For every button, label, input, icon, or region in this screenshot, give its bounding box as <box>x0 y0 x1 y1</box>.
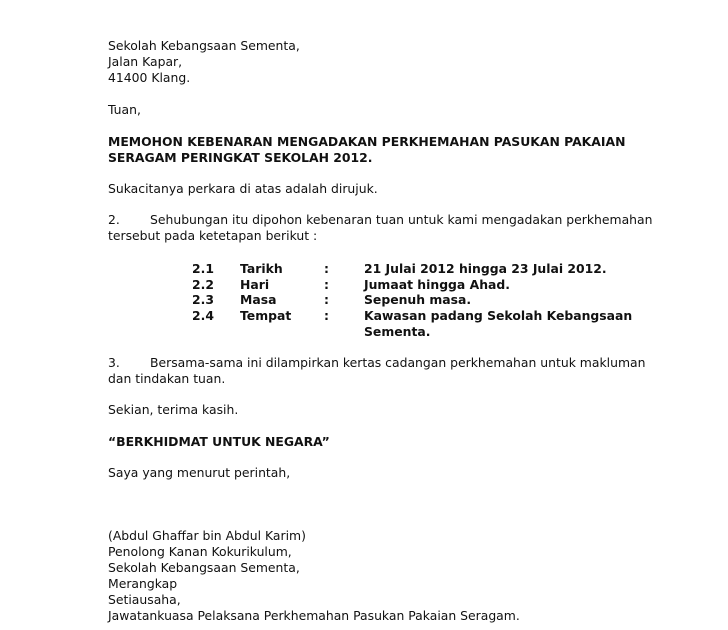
detail-label: Tempat <box>240 308 292 323</box>
paragraph-2-number: 2. <box>108 212 120 227</box>
detail-colon: : <box>324 292 329 307</box>
signatory-name: (Abdul Ghaffar bin Abdul Karim) <box>108 528 306 543</box>
paragraph-3-line-2: dan tindakan tuan. <box>108 371 226 386</box>
reference-text: Sukacitanya perkara di atas adalah dirujuk. <box>108 181 378 196</box>
paragraph-3-line-1-text: Bersama-sama ini dilampirkan kertas cadangan perkhemahan untuk makluman <box>150 355 646 370</box>
paragraph-3-number: 3. <box>108 355 120 370</box>
paragraph-2-line-1-text: Sehubungan itu dipohon kebenaran tuan untuk kami mengadakan perkhemahan <box>150 212 653 227</box>
signature-block <box>108 528 628 624</box>
detail-number: 2.3 <box>192 292 214 307</box>
detail-colon: : <box>324 308 329 323</box>
detail-value: Sepenuh masa. <box>364 292 472 307</box>
salutation-text: Tuan, <box>108 102 141 117</box>
address-line-1: Sekolah Kebangsaan Sementa, <box>108 38 300 53</box>
address-line-3: 41400 Klang. <box>108 70 191 85</box>
detail-colon: : <box>324 261 329 276</box>
detail-label: Tarikh <box>240 261 283 276</box>
sign-off-text: Saya yang menurut perintah, <box>108 465 291 480</box>
paragraph-2 <box>108 212 653 244</box>
subject-line-1: MEMOHON KEBENARAN MENGADAKAN PERKHEMAHAN PASUKAN PAKAIAN <box>108 134 626 149</box>
detail-value: 21 Julai 2012 hingga 23 Julai 2012. <box>364 261 607 276</box>
sign-off <box>108 465 628 481</box>
paragraph-2-line-2: tersebut pada ketetapan berikut : <box>108 228 318 243</box>
motto-text: “BERKHIDMAT UNTUK NEGARA” <box>108 434 330 449</box>
detail-value: Kawasan padang Sekolah Kebangsaan <box>364 308 633 323</box>
signatory-school: Sekolah Kebangsaan Sementa, <box>108 560 300 575</box>
detail-label: Hari <box>240 277 270 292</box>
detail-number: 2.2 <box>192 277 214 292</box>
subject-line-2: SERAGAM PERINGKAT SEKOLAH 2012. <box>108 150 373 165</box>
address-line-2: Jalan Kapar, <box>108 54 183 69</box>
signatory-committee: Jawatankuasa Pelaksana Perkhemahan Pasukan Pakaian Seragam. <box>108 608 520 623</box>
reference-paragraph <box>108 181 628 197</box>
signatory-title: Penolong Kanan Kokurikulum, <box>108 544 292 559</box>
letter-subject <box>108 134 628 166</box>
paragraph-3-line-1 <box>108 355 646 371</box>
detail-value: Jumaat hingga Ahad. <box>364 277 510 292</box>
signatory-also: Merangkap <box>108 576 178 591</box>
closing-text: Sekian, terima kasih. <box>108 402 239 417</box>
closing <box>108 402 628 418</box>
detail-value-continuation: Sementa. <box>364 324 431 339</box>
signatory-role: Setiausaha, <box>108 592 181 607</box>
detail-number: 2.4 <box>192 308 214 323</box>
detail-label: Masa <box>240 292 277 307</box>
salutation <box>108 102 628 118</box>
paragraph-2-line-1 <box>108 212 653 228</box>
detail-number: 2.1 <box>192 261 214 276</box>
detail-colon: : <box>324 277 329 292</box>
paragraph-3 <box>108 355 646 387</box>
recipient-address <box>108 38 628 86</box>
motto <box>108 434 628 450</box>
